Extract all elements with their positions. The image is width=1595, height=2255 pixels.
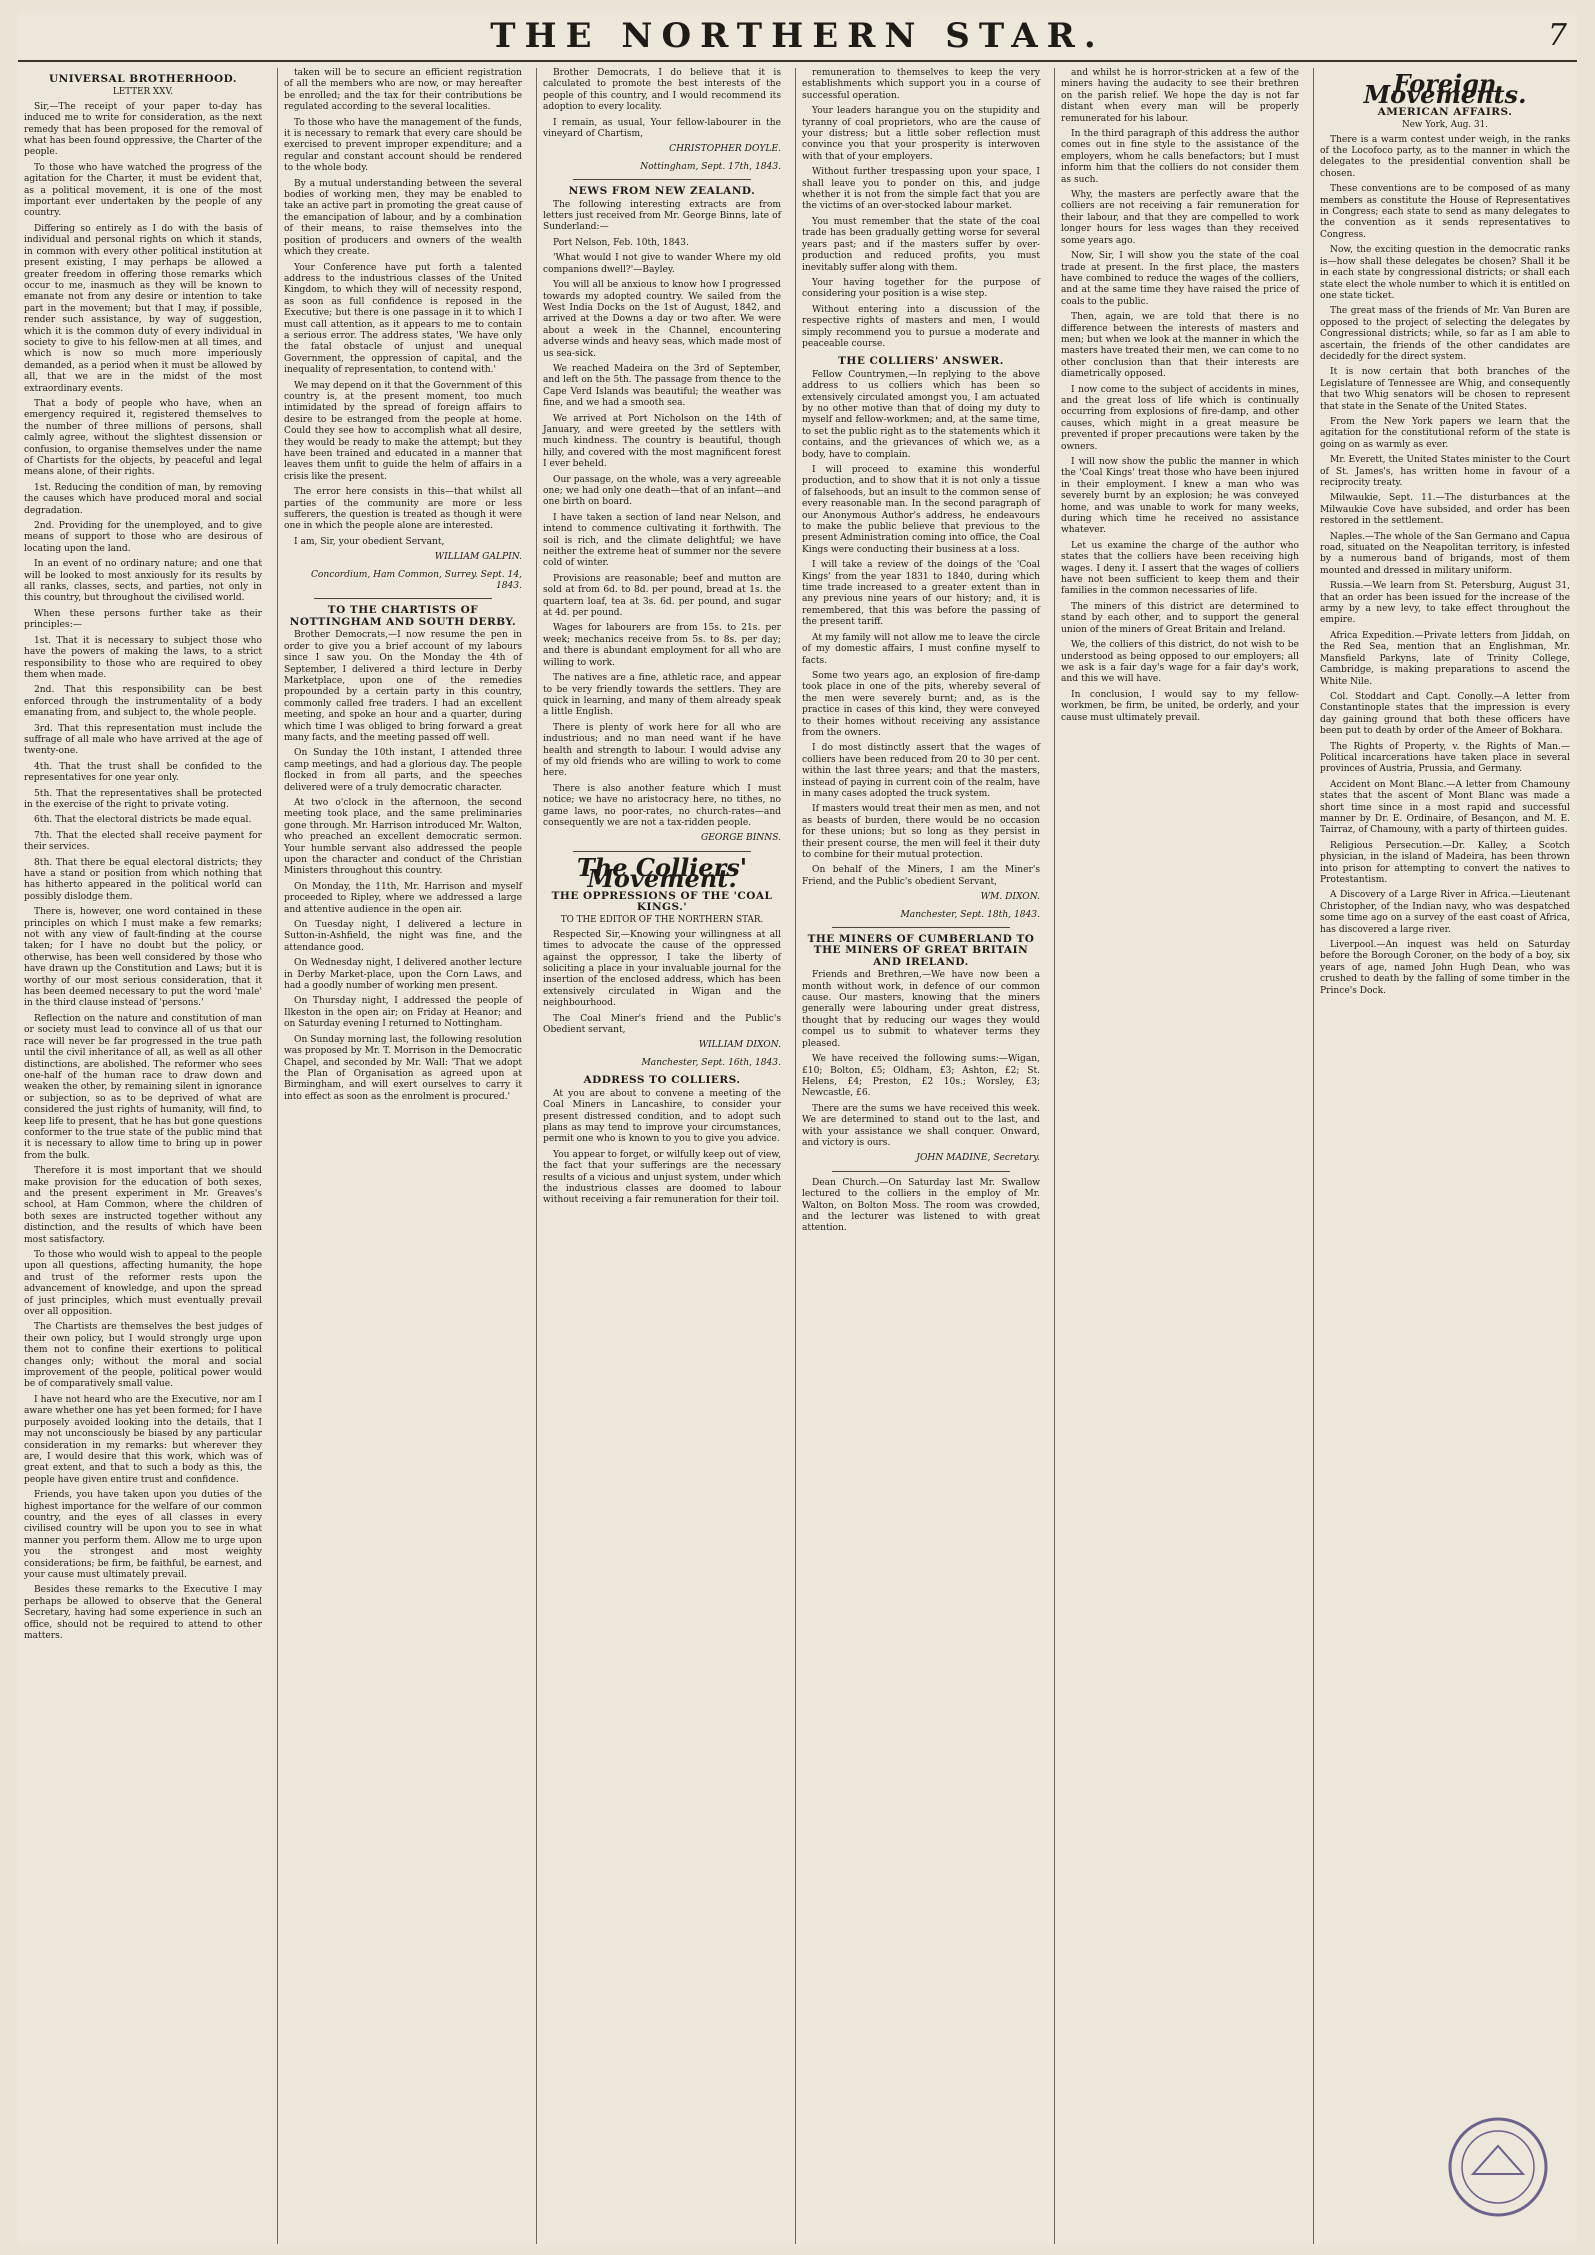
paragraph: Fellow Countrymen,—In replying to the above address to us colliers which has been so extensively circulated amongst you, I am actuated by no other motive than that of doing my duty to myself and fellow-workmen; and, at the same time, to set the public right as to the statements which it contains, and the grievances of which we, as a body, have to complain. — [802, 369, 1040, 460]
paragraph: On Monday, the 11th, Mr. Harrison and myself proceeded to Ripley, where we addressed a large and attentive audience in the open air. — [284, 881, 522, 915]
paragraph: taken will be to secure an efficient registration of all the members who are now, or may hereafter be enrolled; and the tax for their contributions be regulated according to the several localities. — [284, 68, 522, 113]
columns — [18, 68, 1577, 2244]
signature: JOHN MADINE, Secretary. — [916, 1153, 1040, 1164]
paragraph: The Chartists are themselves the best judges of their own policy, but I would strongly urge upon them not to confine their exertions to political changes only; without the moral and social improvement of the people, political power would be of comparatively small value. — [24, 1322, 262, 1390]
article-subheading: TO THE EDITOR OF THE NORTHERN STAR. — [560, 915, 764, 926]
paragraph: I have taken a section of land near Nelson, and intend to commence cultivating it forthwith. The soil is rich, and the climate delightful; we have neither the extreme heat of summer nor the severe cold of winter. — [543, 512, 781, 569]
paragraph: The great mass of the friends of Mr. Van Buren are opposed to the project of selecting the delegates by Congressional districts; while, so far as I am able to ascertain, the friends of the other candidates are decidedly for the direct system. — [1320, 306, 1570, 362]
paragraph: 1st. Reducing the condition of man, by removing the causes which have produced moral and social degradation. — [24, 482, 262, 516]
paragraph: We may depend on it that the Government of this country is, at the present moment, too much intimidated by the spread of foreign affairs to desire to be estranged from the people at home. Could they see how to accomplish what all desire, they would be ready to make the attempt; but they have been trained and educated in a manner that leaves them unfit to guide the helm of affairs in a crisis like the present. — [284, 380, 522, 482]
paragraph: Differing so entirely as I do with the basis of individual and personal rights on which it stands, in common with every other political institution at present existing, I may perhaps be allowed a greater freedom in offering those remarks which occur to me, inasmuch as they will be known to emanate not from any desire or intention to take part in the movement; but that I may, if possible, render such assistance, by way of suggestion, which it is the common duty of every individual in society to give to his fellow-men at all times, and which is now so much more imperiously demanded, as a period when it must be allowed by all, that we are in the midst of the most extraordinary events. — [24, 223, 262, 394]
column-6 — [1313, 68, 1576, 2244]
page-number: 7 — [1547, 18, 1567, 53]
paragraph: 2nd. Providing for the unemployed, and to give means of support to those who are desirous of locating upon the land. — [24, 521, 262, 554]
paragraph: Now, Sir, I will show you the state of the coal trade at present. In the first place, the masters have combined to reduce the wages of the colliers, and at the same time they have raised the price of coals to the public. — [1061, 251, 1299, 307]
paragraph: To those who have the management of the funds, it is necessary to remark that every care should be exercised to prevent improper expenditure; and a regular and constant account should be rendered to the whole body. — [284, 117, 522, 174]
paragraph: On Wednesday night, I delivered another lecture in Derby Market-place, upon the Corn Laws, and had a goodly number of working men present. — [284, 958, 522, 992]
divider — [573, 851, 751, 852]
paragraph: I am, Sir, your obedient Servant, — [294, 536, 445, 547]
paragraph: Dean Church.—On Saturday last Mr. Swallow lectured to the colliers in the employ of Mr. Walton, on Bolton Moss. The room was crowded, and the lecturer was listened to with great attention. — [802, 1177, 1040, 1234]
paragraph: We, the colliers of this district, do not wish to be understood as being opposed to our employers; all we ask is a fair day's wage for a fair day's work, and this we will have. — [1061, 640, 1299, 685]
paragraph: Liverpool.—An inquest was held on Saturday before the Borough Coroner, on the body of a boy, six years of age, named John Hugh Dean, who was crushed to death by the falling of some timber in the Prince's Dock. — [1320, 940, 1570, 996]
paragraph: When these persons further take as their principles:— — [24, 608, 262, 631]
paragraph: 1st. That it is necessary to subject those who have the powers of making the laws, to a strict responsibility to those who are required to obey them when made. — [24, 635, 262, 680]
paragraph: Besides these remarks to the Executive I may perhaps be allowed to observe that the General Secretary, having had some experience in such an office, should not be required to attend to other matters. — [24, 1585, 262, 1641]
column-1 — [18, 68, 268, 2244]
letter-number: LETTER XXV. — [112, 87, 174, 98]
paragraph: You appear to forget, or wilfully keep out of view, the fact that your sufferings are the necessary results of a vicious and unjust system, under which the industrious classes are doomed to labour without receiving a fair remuneration for their toil. — [543, 1149, 781, 1206]
paragraph: Therefore it is most important that we should make provision for the education of both sexes, and the present experiment in Mr. Greaves's school, at Ham Common, where the children of both sexes are instructed together without any distinction, and the results of which have been most satisfactory. — [24, 1166, 262, 1245]
paragraph: At two o'clock in the afternoon, the second meeting took place, and the same preliminaries gone through. Mr. Harrison introduced Mr. Walton, who preached an excellent democratic sermon. Your humble servant also addressed the people upon the character and conduct of the Christian Ministers throughout this country. — [284, 797, 522, 877]
paragraph: On behalf of the Miners, I am the Miner's Friend, and the Public's obedient Servant, — [802, 865, 1040, 887]
paragraph: remuneration to themselves to keep the very establishments which support you in a course of successful operation. — [802, 68, 1040, 101]
paragraph: Friends, you have taken upon you duties of the highest importance for the welfare of our common country, and the eyes of all classes in every civilised country will be upon you to see in what manner you perform them. Allow me to urge upon you the strongest and most weighty considerations; be firm, be faithful, be earnest, and your cause must ultimately prevail. — [24, 1490, 262, 1580]
paragraph: 4th. That the trust shall be confided to the representatives for one year only. — [24, 761, 262, 784]
column-4 — [795, 68, 1046, 2244]
paragraph: I will proceed to examine this wonderful production, and to show that it is not only a tissue of falsehoods, but an insult to the common sense of every reasonable man. In the second paragraph of our Anonymous Author's address, he endeavours to make the public believe that previous to the present Administration coming into office, the Coal Kings were conducting their business at a loss. — [802, 465, 1040, 555]
paragraph: By a mutual understanding between the several bodies of working men, they may be enabled to take an active part in promoting the great cause of the emancipation of labour, and by a combination of their means, to raise themselves into the position of producers and owners of the wealth which they create. — [284, 178, 522, 258]
signature-place: Manchester, Sept. 16th, 1843. — [641, 1057, 781, 1068]
paragraph: You will all be anxious to know how I progressed towards my adopted country. We sailed from the West India Docks on the 1st of August, 1842, and arrived at the Downs a day or two after. We were about a week in the Channel, encountering adverse winds and heavy seas, which made most of us sea-sick. — [543, 280, 781, 359]
newspaper-page — [18, 12, 1577, 2244]
paragraph: Africa Expedition.—Private letters from Jiddah, on the Red Sea, mention that an Englishman, Mr. Mansfield Parkyns, late of Trinity College, Cambridge, is making preparations to ascend the White Nile. — [1320, 630, 1570, 687]
signature: WM. DIXON. — [980, 892, 1040, 903]
paragraph: The Coal Miner's friend and the Public's Obedient servant, — [543, 1013, 781, 1036]
paragraph: Religious Persecution.—Dr. Kalley, a Scotch physician, in the island of Madeira, has been thrown into prison for attempting to convert the natives to Protestantism. — [1320, 840, 1570, 885]
paragraph: 5th. That the representatives shall be protected in the exercise of the right to private voting. — [24, 788, 262, 810]
paragraph: Sir,—The receipt of your paper to-day has induced me to write for consideration, as the next remedy that has been proposed for the removal of what has been found oppressive, the Charter of the people. — [24, 101, 262, 158]
paragraph: There is a warm contest under weigh, in the ranks of the Locofoco party, as to the manner in which the delegates to the presidential convention shall be chosen. — [1320, 134, 1570, 179]
library-stamp-icon — [1443, 2112, 1553, 2222]
paragraph: Without entering into a discussion of the respective rights of masters and men, I would simply recommend you to pursue a moderate and peaceable course. — [802, 304, 1040, 349]
paragraph: Milwaukie, Sept. 11.—The disturbances at the Milwaukie Cove have subsided, and order has been restored in the settlement. — [1320, 493, 1570, 527]
paragraph: The error here consists in this—that whilst all parties of the community are more or less sufferers, the question is treated as though it were one in which the people alone are interested. — [284, 487, 522, 532]
paragraph: Brother Democrats,—I now resume the pen in order to give you a brief account of my labours since I saw you. On the Monday the 4th of September, I delivered a third lecture in Derby Marketplace, upon one of the remedies propounded by a certain party in this country, commonly called free traders. I had an excellent meeting, and spoke an hour and a quarter, during which time I was obliged to bring forward a great many facts, and the meeting passed off well. — [284, 630, 522, 743]
newspaper-title: THE NORTHERN STAR. — [490, 16, 1105, 56]
signature: GEORGE BINNS. — [701, 833, 781, 844]
paragraph: At my family will not allow me to leave the circle of my domestic affairs, I must confine myself to facts. — [802, 632, 1040, 666]
paragraph: 7th. That the elected shall receive payment for their services. — [24, 830, 262, 853]
paragraph: Now, the exciting question in the democratic ranks is—how shall these delegates be chosen? Shall it be in each state by congressional districts; or shall each state elect the whole number to which it is entitled on one state ticket. — [1320, 245, 1570, 301]
paragraph: We reached Madeira on the 3rd of September, and left on the 5th. The passage from thence to the Cape Verd Islands was beautiful; the weather was fine, and we had a smooth sea. — [543, 363, 781, 409]
paragraph: I will take a review of the doings of the 'Coal Kings' from the year 1831 to 1840, during which time trade increased to a greater extent than in any previous nine years of our history; and, it is remembered, that this was before the passing of the present tariff. — [802, 560, 1040, 628]
paragraph: Your Conference have put forth a talented address to the industrious classes of the United Kingdom, to which they will of necessity respond, as soon as full confidence is reposed in the Executive; but there is one passage in it to which I must call attention, as it appears to me to contain a serious error. The address states, 'We have only the fatal obstacle of unjust and unequal Government, the oppression of capital, and the inequality of representation, to contend with.' — [284, 262, 522, 376]
paragraph: Some two years ago, an explosion of fire-damp took place in one of the pits, whereby several of the men were severely burnt; and, as is the practice in cases of this kind, they were conveyed to their homes without receiving any assistance from the owners. — [802, 670, 1040, 738]
signature-place: Manchester, Sept. 18th, 1843. — [900, 909, 1040, 920]
paragraph: In an event of no ordinary nature; and one that will be looked to most anxiously for its results by all ranks, classes, sects, and parties, not only in this country, but throughout the civilised world. — [24, 559, 262, 604]
paragraph: In the third paragraph of this address the author comes out in fine style to the assistance of the employers, whom he calls benefactors; but I must inform him that the colliers do not consider them as such. — [1061, 129, 1299, 185]
signature: WILLIAM DIXON. — [698, 1040, 781, 1051]
paragraph: Brother Democrats, I do believe that it is calculated to promote the best interests of the people of this country, and I would recommend its adoption to every locality. — [543, 68, 781, 113]
paragraph: Accident on Mont Blanc.—A letter from Chamouny states that the ascent of Mont Blanc was made a short time since in a most rapid and successful manner by Dr. E. Ordinaire, of Besançon, and M. E. Tairraz, of Chamouny, with a party of thirteen guides. — [1320, 779, 1570, 836]
column-2 — [277, 68, 528, 2244]
paragraph: and whilst he is horror-stricken at a few of the miners having the audacity to see their brethren on the parish relief. We hope the day is not far distant when every man will be properly remunerated for his labour. — [1061, 68, 1299, 124]
divider — [832, 927, 1010, 928]
paragraph: Your having together for the purpose of considering your position is a wise step. — [802, 277, 1040, 300]
article-heading: THE COLLIERS' ANSWER. — [838, 355, 1004, 368]
paragraph: At you are about to convene a meeting of the Coal Miners in Lancashire, to consider your present distressed condition, and to adopt such plans as may tend to improve your circumstances, permit one who is known to you to give you advice. — [543, 1088, 781, 1145]
article-body — [24, 102, 262, 1643]
section-heading: The Colliers' Movement. — [576, 852, 748, 894]
paragraph: Provisions are reasonable; beef and mutton are sold at from 6d. to 8d. per pound, bread at 1s. the quartern loaf, tea at 3s. 6d. per pound, and sugar at 4d. per pound. — [543, 573, 781, 619]
paragraph: Let us examine the charge of the author who states that the colliers have been receiving high wages. I deny it. I assert that the wages of colliers have not been sufficient to keep them and their families in the common necessaries of life. — [1061, 540, 1299, 597]
paragraph: I remain, as usual, Your fellow-labourer in the vineyard of Chartism, — [543, 117, 781, 140]
signature: CHRISTOPHER DOYLE. — [669, 144, 781, 155]
paragraph: The miners of this district are determined to stand by each other, and to support the general union of the miners of Great Britain and Ireland. — [1061, 601, 1299, 635]
paragraph: On Sunday morning last, the following resolution was proposed by Mr. T. Morrison in the Democratic Chapel, and seconded by Mr. Wall: 'That we adopt the Plan of Organisation as agreed upon at Birmingham, and will exert ourselves to carry it into effect as soon as the enrolment is procured.' — [284, 1034, 522, 1102]
article-heading: ADDRESS TO COLLIERS. — [583, 1074, 741, 1087]
paragraph: On Thursday night, I addressed the people of Ilkeston in the open air; on Friday at Heanor; and on Saturday evening I returned to Nottingham. — [284, 996, 522, 1030]
paragraph: Then, again, we are told that there is no difference between the interests of masters and men; but when we look at the manner in which the masters have treated their men, we can come to no other conclusion than that their interests are diametrically opposed. — [1061, 312, 1299, 380]
paragraph: These conventions are to be composed of as many members as constitute the House of Representatives in Congress; each state to send as many delegates to the convention as it sends representatives to Congress. — [1320, 184, 1570, 240]
article-heading: THE OPPRESSIONS OF THE 'COAL KINGS.' — [551, 889, 773, 913]
paragraph: Your leaders harangue you on the stupidity and tyranny of coal proprietors, who are the cause of your distress; but a little sober reflection must convince you that your prosperity is interwoven with that of your employers. — [802, 106, 1040, 162]
signature-place: Concordium, Ham Common, Surrey. Sept. 14, 1843. — [310, 569, 522, 592]
paragraph: The following interesting extracts are from letters just received from Mr. George Binns, late of Sunderland:— — [543, 199, 781, 233]
paragraph: Why, the masters are perfectly aware that the colliers are not receiving a fair remuneration for their labour, and that they are compelled to work longer hours for less wages than they received some years ago. — [1061, 190, 1299, 246]
article-heading: UNIVERSAL BROTHERHOOD. — [48, 73, 238, 85]
paragraph: Mr. Everett, the United States minister to the Court of St. James's, has written home in favour of a reciprocity treaty. — [1320, 455, 1570, 488]
paragraph: 2nd. That this responsibility can be best enforced through the instrumentality of a body emanating from, and subject to, the whole people. — [24, 685, 262, 719]
article-heading: NEWS FROM NEW ZEALAND. — [568, 185, 756, 198]
paragraph: To those who would wish to appeal to the people upon all questions, affecting humanity, the hope and trust of the reformer rests upon the advancement of knowledge, and upon the spread of just principles, which must eventually prevail over all opposition. — [24, 1250, 262, 1318]
paragraph: You must remember that the state of the coal trade has been gradually getting worse for several years past; and if the masters suffer by over-production and reduced profits, you must inevitably suffer along with them. — [802, 216, 1040, 273]
paragraph: The Rights of Property, v. the Rights of Man.—Political incarcerations have taken place in several provinces of Austria, Prussia, and Germany. — [1320, 741, 1570, 775]
paragraph: Port Nelson, Feb. 10th, 1843. — [553, 237, 689, 248]
divider — [573, 179, 751, 180]
paragraph: I now come to the subject of accidents in mines, and the great loss of life which is continually occurring from explosions of fire-damp, and other causes, which might in a great measure be prevented if proper precautions were taken by the owners. — [1061, 384, 1299, 452]
paragraph: On Tuesday night, I delivered a lecture in Sutton-in-Ashfield, the night was fine, and the attendance good. — [284, 920, 522, 953]
paragraph: On Sunday the 10th instant, I attended three camp meetings, and had a glorious day. The people flocked in from all parts, and the speeches delivered were of a truly democratic character. — [284, 748, 522, 793]
signature: WILLIAM GALPIN. — [434, 552, 522, 563]
paragraph: To those who have watched the progress of the agitation for the Charter, it must be evident that, as a political movement, it is one of the most important ever undertaken by the people of any country. — [24, 162, 262, 219]
masthead — [18, 12, 1577, 62]
column-3 — [536, 68, 787, 2244]
paragraph: There are the sums we have received this week. We are determined to stand out to the last, and with your assistance we shall conquer. Onward, and victory is ours. — [802, 1103, 1040, 1148]
dateline: New York, Aug. 31. — [1402, 120, 1488, 131]
paragraph: A Discovery of a Large River in Africa.—Lieutenant Christopher, of the Indian navy, who was despatched some time ago on a survey of the east coast of Africa, has discovered a large river. — [1320, 890, 1570, 935]
paragraph: 8th. That there be equal electoral districts; they have a stand or position from which nothing that has hitherto appeared in the political world can possibly dislodge them. — [24, 857, 262, 902]
column-5 — [1054, 68, 1305, 2244]
paragraph: I have not heard who are the Executive, nor am I aware whether one has yet been formed; for I have purposely avoided looking into the details, that I may not unconsciously be biased by any particular consideration in my remarks: but wherever they are, I would desire that this work, which was of great extent, and that to such a body as this, the people have given entire trust and confidence. — [24, 1394, 262, 1485]
paragraph: 3rd. That this representation must include the suffrage of all male who have arrived at the age of twenty-one. — [24, 723, 262, 757]
section-heading: Foreign Movements. — [1363, 69, 1527, 110]
paragraph: Col. Stoddart and Capt. Conolly.—A letter from Constantinople states that the impression is every day gaining ground that both these officers have been put to death by order of the Ameer of Bokhara. — [1320, 691, 1570, 737]
paragraph: Reflection on the nature and constitution of man or society must lead to convince all of us that our race will never be far progressed in the true path until the civil inheritance of all, as well as all other distinctions, are abolished. The reformer who sees one-half of the human race to draw down and weaken the other, by remaining silent in ignorance or subjection, so as to be deprived of what are considered the just rights of humanity, will find, to keep life to present, that he has but gone questions conformer to the true state of the public mind that it is necessary to allow time to bring up in power from the bulk. — [24, 1013, 262, 1161]
paragraph: 6th. That the electoral districts be made equal. — [34, 815, 252, 826]
paragraph: If masters would treat their men as men, and not as beasts of burden, there would be no occasion for these unions; but so long as they persist in their present course, the men will feel it their duty to combine for their mutual protection. — [802, 804, 1040, 860]
article-heading: THE MINERS OF CUMBERLAND TO THE MINERS OF GREAT BRITAIN AND IRELAND. — [807, 933, 1035, 968]
paragraph: There is, however, one word contained in these principles on which I must make a few remarks; not with any view of fault-finding at the course taken; for I have no doubt but the policy, or otherwise, has been well considered by those who have drawn up the Constitution and Laws; but it is worthy of our most serious consideration, that it has been deemed necessary to put the word 'male' in the third clause instead of 'persons.' — [24, 907, 262, 1009]
paragraph: Naples.—The whole of the San Germano and Capua road, situated on the Neapolitan territory, is infested by a numerous band of brigands, most of them mounted and dressed in military uniform. — [1320, 531, 1570, 576]
paragraph: Our passage, on the whole, was a very agreeable one; we had only one death—that of an infant—and one birth on board. — [543, 474, 781, 508]
paragraph: Without further trespassing upon your space, I shall leave you to ponder on this, and judge whether it is not from the simple fact that you are the victims of an over-stocked labour market. — [802, 167, 1040, 212]
paragraph: From the New York papers we learn that the agitation for the constitutional reform of the state is going on as warmly as ever. — [1320, 416, 1570, 450]
paragraph: It is now certain that both branches of the Legislature of Tennessee are Whig, and consequently that two Whig senators will be chosen to represent that state in the Senate of the United States. — [1320, 367, 1570, 412]
article-heading: AMERICAN AFFAIRS. — [1377, 105, 1513, 118]
divider — [832, 1171, 1010, 1172]
paragraph: Wages for labourers are from 15s. to 21s. per week; mechanics receive from 5s. to 8s. per day; and there is abundant employment for all who are willing to work. — [543, 623, 781, 668]
paragraph: Respected Sir,—Knowing your willingness at all times to advocate the cause of the oppressed against the oppressor, I take the liberty of soliciting a place in your invaluable journal for the insertion of the enclosed address, which has been extensively circulated in Wigan and the neighbourhood. — [543, 929, 781, 1009]
paragraph: 'What would I not give to wander Where my old companions dwell?'—Bayley. — [543, 253, 781, 275]
paragraph: That a body of people who have, when an emergency required it, registered themselves to the number of three millions of persons, shall calmly agree, without the slightest dissension or confusion, to organise themselves under the name of Chartists for the objects, by peaceful and legal means alone, of their rights. — [24, 398, 262, 478]
article-heading: TO THE CHARTISTS OF NOTTINGHAM AND SOUTH DERBY. — [289, 604, 517, 628]
paragraph: Russia.—We learn from St. Petersburg, August 31, that an order has been issued for the increase of the army by a new levy, to take effect throughout the empire. — [1320, 581, 1570, 626]
divider — [314, 598, 492, 599]
paragraph: We arrived at Port Nicholson on the 14th of January, and were greeted by the settlers with much kindness. The country is beautiful, though hilly, and covered with the most magnificent forest I ever beheld. — [543, 413, 781, 470]
paragraph: I will now show the public the manner in which the 'Coal Kings' treat those who have been injured in their employment. I knew a man who was severely burnt by an explosion; he was conveyed home, and was unable to work for many weeks, during which time he received no assistance whatever. — [1061, 457, 1299, 536]
paragraph: I do most distinctly assert that the wages of colliers have been reduced from 20 to 30 per cent. within the last three years; and that the masters, instead of paying in current coin of the realm, have in many cases adopted the truck system. — [802, 743, 1040, 799]
paragraph: In conclusion, I would say to my fellow-workmen, be firm, be united, be orderly, and your cause must ultimately prevail. — [1061, 689, 1299, 723]
signature-place: Nottingham, Sept. 17th, 1843. — [640, 161, 781, 172]
paragraph: Friends and Brethren,—We have now been a month without work, in defence of our common cause. Our masters, knowing that the miners generally were labouring under great distress, thought that by reducing our wages they would compel us to submit to whatever terms they pleased. — [802, 970, 1040, 1049]
paragraph: There is also another feature which I must notice; we have no aristocracy here, no tithes, no game laws, no poor-rates, no church-rates—and consequently we are not a tax-ridden people. — [543, 783, 781, 828]
paragraph: We have received the following sums:—Wigan, £10; Bolton, £5; Oldham, £3; Ashton, £2; St. Helens, £4; Preston, £2 10s.; Worsley, £3; Newcastle, £6. — [802, 1054, 1040, 1099]
paragraph: The natives are a fine, athletic race, and appear to be very friendly towards the settlers. They are quick in learning, and many of them already speak a little English. — [543, 673, 781, 718]
paragraph: There is plenty of work here for all who are industrious; and no man need want if he have health and strength to labour. I would advise any of my old friends who are willing to work to come here. — [543, 722, 781, 779]
